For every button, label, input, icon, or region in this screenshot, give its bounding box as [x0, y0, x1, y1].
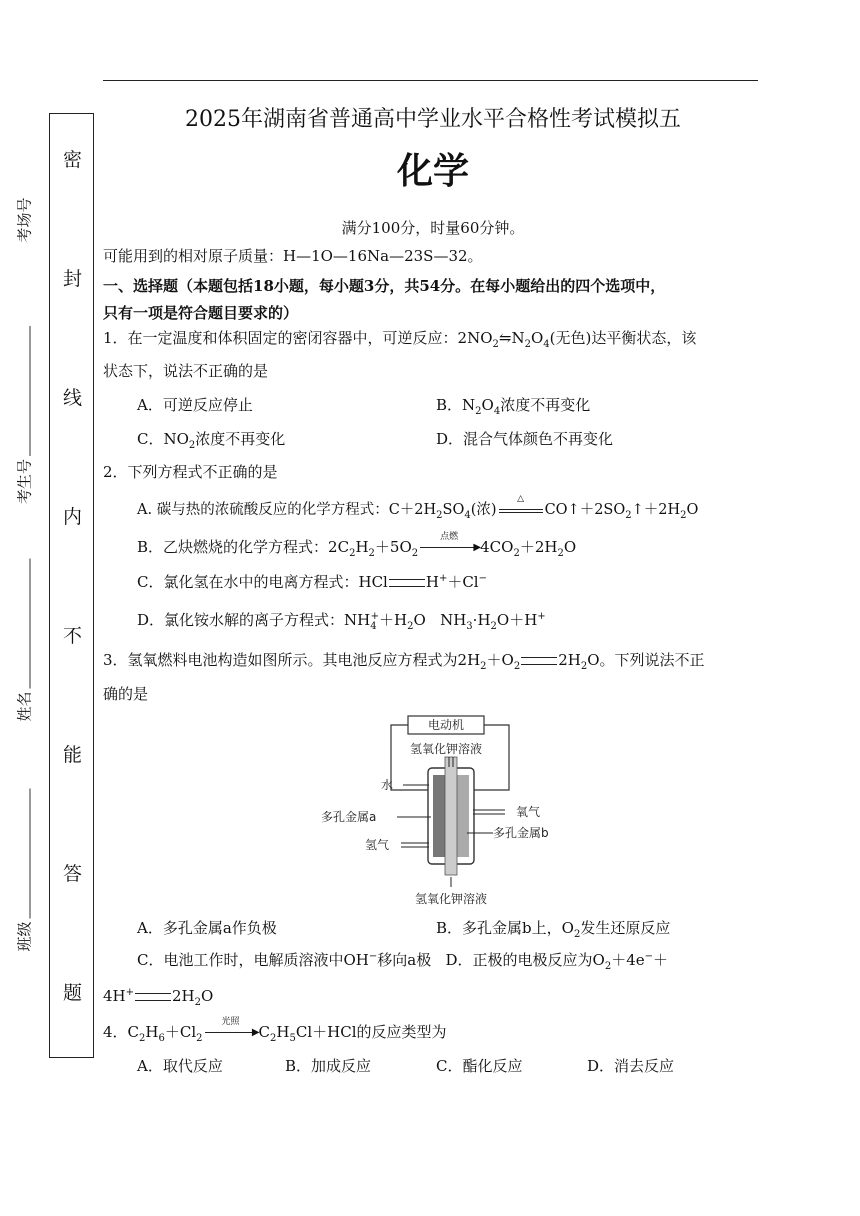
water-label: 水: [381, 778, 394, 792]
side-field-candidate-no: 考生号: [14, 326, 35, 504]
seal-char: 线: [62, 387, 82, 409]
seal-char: 内: [62, 506, 82, 528]
q1-option-b: B．$N_2O_4$浓度不再变化: [436, 396, 591, 417]
seal-char: 题: [62, 982, 82, 1004]
electrode-a: [433, 775, 445, 857]
q1-option-c: C．$NO_2$浓度不再变化: [137, 430, 286, 451]
q4-option-d: D．消去反应: [587, 1057, 675, 1075]
score-info: 满分100分，时量60分钟。: [341, 219, 525, 237]
seal-char: 密: [62, 149, 82, 171]
section-heading-cont: 只有一项是符合题目要求的）: [103, 304, 299, 322]
seal-char: 不: [62, 625, 82, 647]
question-2-stem: 2．下列方程式不正确的是: [103, 463, 278, 481]
q2-option-b: B．乙炔燃烧的化学方程式：$2C_2H_2+5O_2$ 点燃 ▶ $4CO_2+2H_2O$: [137, 532, 577, 559]
electrode-b: [457, 775, 469, 857]
seal-char: 能: [62, 744, 82, 766]
q2-option-a: A. 碳与热的浓硫酸反应的化学方程式：$C+2H_2SO_4$(浓) △ $CO↑+2SO_2↑+2H_2O$: [137, 494, 699, 521]
side-field-class: 班级: [14, 788, 35, 951]
metal-b-label: 多孔金属b: [493, 826, 549, 840]
question-4-stem: 4．$C_2H_6+Cl_2$ 光照 ▶ $C_2H_5Cl+HCl$的反应类型为: [103, 1017, 447, 1044]
section-heading: 一、选择题（本题包括18小题，每小题3分，共54分。在每小题给出的四个选项中，: [103, 277, 666, 295]
hydrogen-label: 氢气: [365, 838, 390, 852]
question-1-stem-cont: 状态下，说法不正确的是: [103, 362, 269, 380]
question-1-stem: 1．在一定温度和体积固定的密闭容器中，可逆反应：$2NO_2⇋N_2O_4$(无色)达平衡状态，该: [103, 329, 697, 350]
q2-option-c: C．氯化氢在水中的电离方程式：HCl H+＋Cl−: [137, 573, 487, 591]
seal-char: 封: [62, 268, 82, 290]
fuel-cell-diagram: [321, 715, 573, 915]
motor-label: 电动机: [427, 718, 465, 732]
q3-option-c-and-d: C．电池工作时，电解质溶液中OH−移向a极 D．正极的电极反应为$O_2+4e^-+$: [137, 951, 669, 972]
metal-a-label: 多孔金属a: [321, 810, 377, 824]
q1-option-d: D．混合气体颜色不再变化: [436, 430, 614, 448]
side-field-name: 姓名: [14, 558, 35, 721]
question-3-stem: 3．氢氧燃料电池构造如图所示。其电池反应方程式为$2H_2+O_2$ $2H_2O$。下列说法不正: [103, 651, 705, 672]
seal-line-box: [49, 113, 94, 1058]
q3-option-a: A．多孔金属a作负极: [137, 919, 277, 937]
electrolyte-channel: [445, 757, 457, 875]
q2-option-d: D．氯化铵水解的离子方程式：$NH_4^++H_2O$ $NH_3\cdot H_2O+H^+$: [137, 611, 546, 632]
bottom-solution-label: 氢氧化钾溶液: [414, 892, 488, 906]
header-rule: [103, 80, 758, 81]
q3-option-d-cont: 4H+ $2H_2O$: [103, 987, 214, 1008]
q4-option-c: C．酯化反应: [436, 1057, 523, 1075]
question-3-stem-cont: 确的是: [103, 685, 149, 703]
q1-option-a: A．可逆反应停止: [137, 396, 253, 414]
exam-title: 2025年湖南省普通高中学业水平合格性考试模拟五: [185, 107, 681, 132]
seal-char: 答: [62, 863, 82, 885]
side-field-exam-room: 考场号: [15, 197, 34, 243]
top-solution-label: 氢氧化钾溶液: [409, 742, 483, 756]
q4-option-b: B．加成反应: [285, 1057, 372, 1075]
atomic-mass-note: 可能用到的相对原子质量：H—1O—16Na—23S—32。: [103, 247, 483, 265]
oxygen-label: 氧气: [516, 805, 541, 819]
q4-option-a: A．取代反应: [137, 1057, 223, 1075]
subject-title: 化学: [396, 151, 469, 192]
q3-option-b: B．多孔金属b上，$O_2$发生还原反应: [436, 919, 671, 940]
